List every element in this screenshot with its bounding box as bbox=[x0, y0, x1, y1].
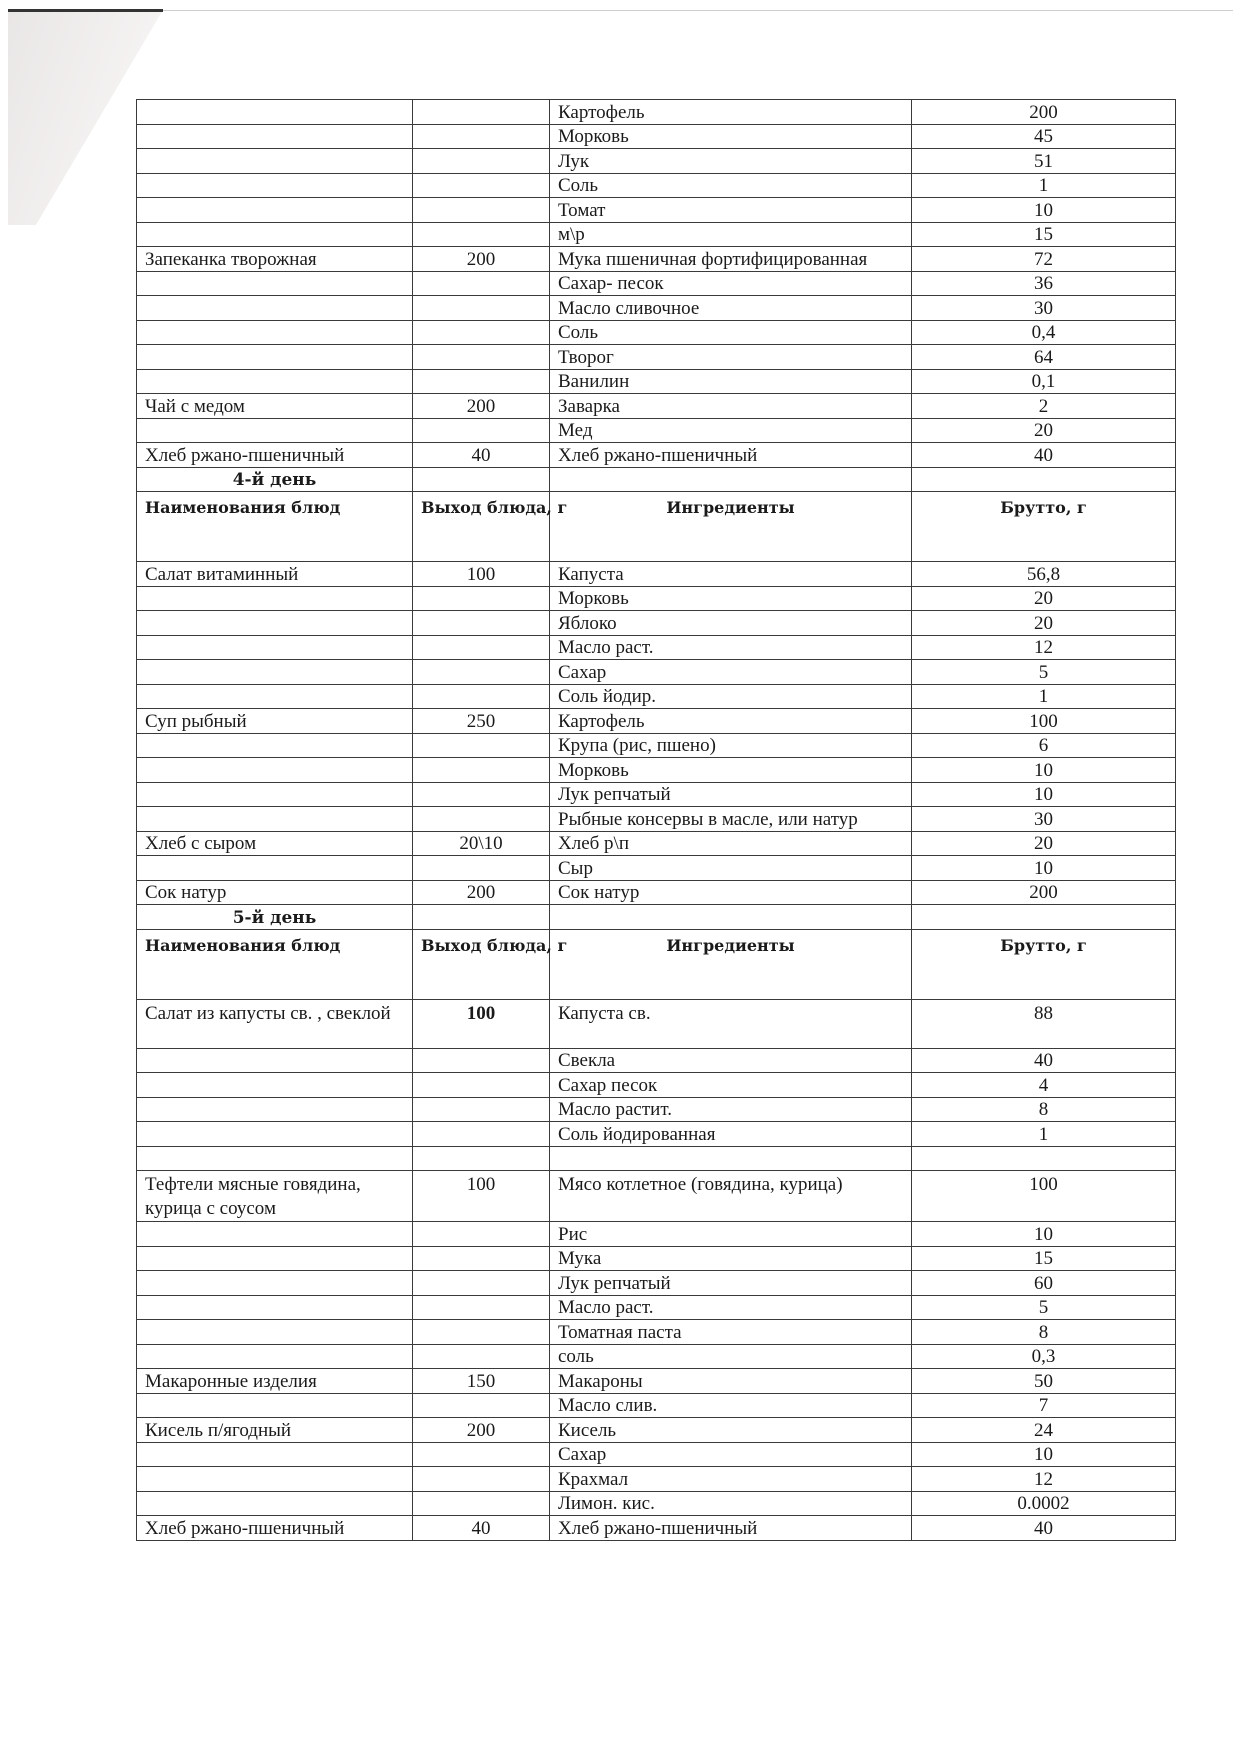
ingredient-cell: Соль йодир. bbox=[550, 684, 912, 709]
dish-yield-cell bbox=[413, 149, 550, 174]
ingredient-cell: Макароны bbox=[550, 1369, 912, 1394]
header-dish: Наименования блюд bbox=[137, 929, 413, 999]
ingredient-cell: Картофель bbox=[550, 709, 912, 734]
dish-name-cell bbox=[137, 1393, 413, 1418]
table-row bbox=[137, 296, 1176, 321]
gross-weight-cell: 51 bbox=[912, 149, 1176, 174]
day-title: 4-й день bbox=[137, 467, 413, 492]
dish-name-cell bbox=[137, 782, 413, 807]
dish-name-cell bbox=[137, 1491, 413, 1516]
empty-cell bbox=[912, 467, 1176, 492]
ingredient-cell: Хлеб р\п bbox=[550, 831, 912, 856]
gross-weight-cell: 30 bbox=[912, 807, 1176, 832]
day-heading-row bbox=[137, 467, 1176, 492]
dish-name-cell: Макаронные изделия bbox=[137, 1369, 413, 1394]
ingredient-cell: Соль йодированная bbox=[550, 1122, 912, 1147]
table-row bbox=[137, 1344, 1176, 1369]
dish-yield-cell: 200 bbox=[413, 247, 550, 272]
table-row bbox=[137, 345, 1176, 370]
gross-weight-cell: 1 bbox=[912, 1122, 1176, 1147]
table-row bbox=[137, 1418, 1176, 1443]
dish-yield-cell bbox=[413, 173, 550, 198]
table-row bbox=[137, 198, 1176, 223]
dish-name-cell: Суп рыбный bbox=[137, 709, 413, 734]
gross-weight-cell: 20 bbox=[912, 831, 1176, 856]
table-row bbox=[137, 733, 1176, 758]
ingredient-cell: Крахмал bbox=[550, 1467, 912, 1492]
table-row bbox=[137, 999, 1176, 1048]
ingredient-cell: Лук bbox=[550, 149, 912, 174]
dish-yield-cell bbox=[413, 1344, 550, 1369]
dish-name-cell bbox=[137, 1122, 413, 1147]
day-heading-row bbox=[137, 905, 1176, 930]
ingredient-cell bbox=[550, 1146, 912, 1171]
column-header-row bbox=[137, 929, 1176, 999]
gross-weight-cell: 0,3 bbox=[912, 1344, 1176, 1369]
gross-weight-cell: 8 bbox=[912, 1320, 1176, 1345]
dish-name-cell bbox=[137, 296, 413, 321]
gross-weight-cell: 100 bbox=[912, 709, 1176, 734]
dish-yield-cell: 200 bbox=[413, 880, 550, 905]
table-row bbox=[137, 247, 1176, 272]
ingredient-cell: м\р bbox=[550, 222, 912, 247]
dish-yield-cell bbox=[413, 1467, 550, 1492]
header-gross: Брутто, г bbox=[912, 492, 1176, 562]
table-row bbox=[137, 394, 1176, 419]
dish-name-cell: Салат витаминный bbox=[137, 562, 413, 587]
dish-name-cell bbox=[137, 1146, 413, 1171]
dish-name-cell bbox=[137, 856, 413, 881]
ingredient-cell: Лук репчатый bbox=[550, 782, 912, 807]
gross-weight-cell: 88 bbox=[912, 999, 1176, 1048]
table-row bbox=[137, 271, 1176, 296]
ingredient-cell: Хлеб ржано-пшеничный bbox=[550, 443, 912, 468]
dish-name-cell: Сок натур bbox=[137, 880, 413, 905]
ingredient-cell: Морковь bbox=[550, 124, 912, 149]
table-row bbox=[137, 758, 1176, 783]
dish-yield-cell bbox=[413, 733, 550, 758]
ingredient-cell: Хлеб ржано-пшеничный bbox=[550, 1516, 912, 1541]
table-row bbox=[137, 124, 1176, 149]
dish-yield-cell bbox=[413, 1246, 550, 1271]
header-gross: Брутто, г bbox=[912, 929, 1176, 999]
dish-name-cell bbox=[137, 1246, 413, 1271]
ingredient-cell: Мясо котлетное (говядина, курица) bbox=[550, 1171, 912, 1222]
dish-name-cell bbox=[137, 1320, 413, 1345]
ingredient-cell: Мед bbox=[550, 418, 912, 443]
ingredient-cell: Рыбные консервы в масле, или натур bbox=[550, 807, 912, 832]
dish-name-cell bbox=[137, 271, 413, 296]
dish-name-cell bbox=[137, 345, 413, 370]
dish-name-cell bbox=[137, 198, 413, 223]
empty-cell bbox=[912, 905, 1176, 930]
gross-weight-cell: 10 bbox=[912, 1222, 1176, 1247]
dish-yield-cell bbox=[413, 100, 550, 125]
ingredient-cell: Сахар bbox=[550, 1442, 912, 1467]
dish-name-cell bbox=[137, 733, 413, 758]
gross-weight-cell: 36 bbox=[912, 271, 1176, 296]
dish-yield-cell bbox=[413, 345, 550, 370]
header-dish: Наименования блюд bbox=[137, 492, 413, 562]
dish-yield-cell bbox=[413, 586, 550, 611]
ingredient-cell: Томат bbox=[550, 198, 912, 223]
ingredient-cell: Соль bbox=[550, 173, 912, 198]
ingredient-cell: Сахар- песок bbox=[550, 271, 912, 296]
dish-name-cell bbox=[137, 611, 413, 636]
dish-yield-cell bbox=[413, 222, 550, 247]
dish-yield-cell bbox=[413, 611, 550, 636]
dish-name-cell bbox=[137, 149, 413, 174]
gross-weight-cell: 1 bbox=[912, 173, 1176, 198]
header-yield: Выход блюда, г bbox=[413, 492, 550, 562]
dish-yield-cell bbox=[413, 124, 550, 149]
empty-cell bbox=[550, 905, 912, 930]
gross-weight-cell: 10 bbox=[912, 1442, 1176, 1467]
ingredient-cell: Сахар песок bbox=[550, 1073, 912, 1098]
dish-name-cell bbox=[137, 1467, 413, 1492]
ingredient-cell: Кисель bbox=[550, 1418, 912, 1443]
table-row bbox=[137, 320, 1176, 345]
gross-weight-cell: 10 bbox=[912, 782, 1176, 807]
dish-yield-cell bbox=[413, 1146, 550, 1171]
dish-yield-cell bbox=[413, 807, 550, 832]
dish-name-cell bbox=[137, 660, 413, 685]
gross-weight-cell: 5 bbox=[912, 1295, 1176, 1320]
dish-name-cell: Чай с медом bbox=[137, 394, 413, 419]
table-row bbox=[137, 418, 1176, 443]
ingredient-cell: Творог bbox=[550, 345, 912, 370]
ingredient-cell: Масло растит. bbox=[550, 1097, 912, 1122]
dish-yield-cell: 100 bbox=[413, 999, 550, 1048]
table-row bbox=[137, 562, 1176, 587]
gross-weight-cell: 0,1 bbox=[912, 369, 1176, 394]
ingredient-cell: Мука bbox=[550, 1246, 912, 1271]
ingredient-cell: Сахар bbox=[550, 660, 912, 685]
table-row bbox=[137, 1073, 1176, 1098]
dish-name-cell bbox=[137, 1295, 413, 1320]
header-ingredients: Ингредиенты bbox=[550, 929, 912, 999]
dish-name-cell bbox=[137, 586, 413, 611]
table-row bbox=[137, 1295, 1176, 1320]
ingredient-cell: Рис bbox=[550, 1222, 912, 1247]
gross-weight-cell: 50 bbox=[912, 1369, 1176, 1394]
table-row bbox=[137, 1393, 1176, 1418]
gross-weight-cell: 8 bbox=[912, 1097, 1176, 1122]
dish-name-cell: Запеканка творожная bbox=[137, 247, 413, 272]
empty-cell bbox=[413, 467, 550, 492]
header-yield: Выход блюда, г bbox=[413, 929, 550, 999]
table-row bbox=[137, 173, 1176, 198]
table-row bbox=[137, 1467, 1176, 1492]
empty-cell bbox=[550, 467, 912, 492]
ingredient-cell: Морковь bbox=[550, 758, 912, 783]
gross-weight-cell: 2 bbox=[912, 394, 1176, 419]
dish-name-cell bbox=[137, 1442, 413, 1467]
gross-weight-cell: 60 bbox=[912, 1271, 1176, 1296]
dish-name-cell bbox=[137, 1073, 413, 1098]
ingredient-cell: Масло раст. bbox=[550, 1295, 912, 1320]
dish-yield-cell bbox=[413, 320, 550, 345]
dish-yield-cell bbox=[413, 1222, 550, 1247]
dish-name-cell bbox=[137, 1048, 413, 1073]
dish-name-cell bbox=[137, 369, 413, 394]
gross-weight-cell bbox=[912, 1146, 1176, 1171]
gross-weight-cell: 6 bbox=[912, 733, 1176, 758]
gross-weight-cell: 24 bbox=[912, 1418, 1176, 1443]
dish-name-cell: Тефтели мясные говядина, курица с соусом bbox=[137, 1171, 413, 1222]
dish-yield-cell: 40 bbox=[413, 1516, 550, 1541]
table-row bbox=[137, 586, 1176, 611]
table-row bbox=[137, 1097, 1176, 1122]
gross-weight-cell: 40 bbox=[912, 1048, 1176, 1073]
ingredient-cell: Томатная паста bbox=[550, 1320, 912, 1345]
dish-yield-cell bbox=[413, 369, 550, 394]
gross-weight-cell: 0,4 bbox=[912, 320, 1176, 345]
table-row bbox=[137, 222, 1176, 247]
dish-yield-cell: 250 bbox=[413, 709, 550, 734]
table-row bbox=[137, 1146, 1176, 1171]
gross-weight-cell: 12 bbox=[912, 1467, 1176, 1492]
dish-yield-cell: 100 bbox=[413, 1171, 550, 1222]
dish-name-cell: Хлеб с сыром bbox=[137, 831, 413, 856]
ingredient-cell: Соль bbox=[550, 320, 912, 345]
gross-weight-cell: 15 bbox=[912, 1246, 1176, 1271]
gross-weight-cell: 40 bbox=[912, 1516, 1176, 1541]
dish-yield-cell bbox=[413, 1295, 550, 1320]
dish-name-cell bbox=[137, 100, 413, 125]
ingredient-cell: Морковь bbox=[550, 586, 912, 611]
gross-weight-cell: 20 bbox=[912, 586, 1176, 611]
table-row bbox=[137, 709, 1176, 734]
gross-weight-cell: 30 bbox=[912, 296, 1176, 321]
scan-page-edge bbox=[163, 10, 1233, 11]
gross-weight-cell: 20 bbox=[912, 418, 1176, 443]
table-row bbox=[137, 1122, 1176, 1147]
table-row bbox=[137, 443, 1176, 468]
ingredient-cell: Лимон. кис. bbox=[550, 1491, 912, 1516]
dish-name-cell: Кисель п/ягодный bbox=[137, 1418, 413, 1443]
dish-yield-cell bbox=[413, 198, 550, 223]
dish-name-cell: Хлеб ржано-пшеничный bbox=[137, 1516, 413, 1541]
ingredient-cell: Картофель bbox=[550, 100, 912, 125]
dish-yield-cell bbox=[413, 418, 550, 443]
table-row bbox=[137, 1320, 1176, 1345]
dish-yield-cell: 100 bbox=[413, 562, 550, 587]
gross-weight-cell: 200 bbox=[912, 100, 1176, 125]
ingredient-cell: Масло слив. bbox=[550, 1393, 912, 1418]
ingredient-cell: Яблоко bbox=[550, 611, 912, 636]
dish-yield-cell bbox=[413, 1097, 550, 1122]
dish-yield-cell bbox=[413, 1393, 550, 1418]
dish-yield-cell bbox=[413, 1122, 550, 1147]
ingredient-cell: Крупа (рис, пшено) bbox=[550, 733, 912, 758]
dish-name-cell bbox=[137, 684, 413, 709]
dish-yield-cell bbox=[413, 1320, 550, 1345]
menu-ingredients-table bbox=[136, 99, 1176, 1541]
dish-name-cell bbox=[137, 807, 413, 832]
dish-yield-cell: 200 bbox=[413, 394, 550, 419]
table-row bbox=[137, 856, 1176, 881]
day-title: 5-й день bbox=[137, 905, 413, 930]
gross-weight-cell: 12 bbox=[912, 635, 1176, 660]
gross-weight-cell: 4 bbox=[912, 1073, 1176, 1098]
dish-yield-cell bbox=[413, 296, 550, 321]
table-row bbox=[137, 1048, 1176, 1073]
dish-name-cell bbox=[137, 173, 413, 198]
ingredient-cell: Мука пшеничная фортифицированная bbox=[550, 247, 912, 272]
ingredient-cell: Масло раст. bbox=[550, 635, 912, 660]
table-row bbox=[137, 1222, 1176, 1247]
dish-yield-cell bbox=[413, 684, 550, 709]
ingredient-cell: Заварка bbox=[550, 394, 912, 419]
gross-weight-cell: 40 bbox=[912, 443, 1176, 468]
gross-weight-cell: 0.0002 bbox=[912, 1491, 1176, 1516]
gross-weight-cell: 15 bbox=[912, 222, 1176, 247]
dish-yield-cell bbox=[413, 1271, 550, 1296]
ingredient-cell: Лук репчатый bbox=[550, 1271, 912, 1296]
gross-weight-cell: 7 bbox=[912, 1393, 1176, 1418]
ingredient-cell: Капуста св. bbox=[550, 999, 912, 1048]
gross-weight-cell: 200 bbox=[912, 880, 1176, 905]
dish-yield-cell: 20\10 bbox=[413, 831, 550, 856]
table-row bbox=[137, 1271, 1176, 1296]
empty-cell bbox=[413, 905, 550, 930]
dish-yield-cell bbox=[413, 1442, 550, 1467]
table-row bbox=[137, 149, 1176, 174]
table-row bbox=[137, 880, 1176, 905]
table-row bbox=[137, 1171, 1176, 1222]
dish-name-cell bbox=[137, 124, 413, 149]
dish-yield-cell bbox=[413, 271, 550, 296]
table-row bbox=[137, 684, 1176, 709]
gross-weight-cell: 100 bbox=[912, 1171, 1176, 1222]
dish-name-cell bbox=[137, 418, 413, 443]
dish-yield-cell bbox=[413, 1491, 550, 1516]
gross-weight-cell: 20 bbox=[912, 611, 1176, 636]
dish-name-cell bbox=[137, 758, 413, 783]
menu-table-body bbox=[137, 100, 1176, 1541]
table-row bbox=[137, 100, 1176, 125]
table-row bbox=[137, 635, 1176, 660]
dish-name-cell: Хлеб ржано-пшеничный bbox=[137, 443, 413, 468]
dish-yield-cell bbox=[413, 660, 550, 685]
gross-weight-cell: 45 bbox=[912, 124, 1176, 149]
dish-name-cell bbox=[137, 1271, 413, 1296]
dish-name-cell bbox=[137, 1344, 413, 1369]
table-row bbox=[137, 807, 1176, 832]
gross-weight-cell: 5 bbox=[912, 660, 1176, 685]
dish-name-cell: Салат из капусты св. , свеклой bbox=[137, 999, 413, 1048]
dish-yield-cell: 40 bbox=[413, 443, 550, 468]
ingredient-cell: Капуста bbox=[550, 562, 912, 587]
gross-weight-cell: 1 bbox=[912, 684, 1176, 709]
table-row bbox=[137, 782, 1176, 807]
ingredient-cell: Сыр bbox=[550, 856, 912, 881]
gross-weight-cell: 10 bbox=[912, 856, 1176, 881]
dish-yield-cell: 200 bbox=[413, 1418, 550, 1443]
gross-weight-cell: 10 bbox=[912, 198, 1176, 223]
dish-name-cell bbox=[137, 1222, 413, 1247]
table-row bbox=[137, 1491, 1176, 1516]
dish-yield-cell: 150 bbox=[413, 1369, 550, 1394]
ingredient-cell: Свекла bbox=[550, 1048, 912, 1073]
gross-weight-cell: 64 bbox=[912, 345, 1176, 370]
dish-yield-cell bbox=[413, 856, 550, 881]
ingredient-cell: Ванилин bbox=[550, 369, 912, 394]
gross-weight-cell: 10 bbox=[912, 758, 1176, 783]
table-row bbox=[137, 660, 1176, 685]
scan-edge-shadow bbox=[8, 9, 163, 12]
dish-name-cell bbox=[137, 1097, 413, 1122]
table-row bbox=[137, 611, 1176, 636]
gross-weight-cell: 56,8 bbox=[912, 562, 1176, 587]
dish-yield-cell bbox=[413, 758, 550, 783]
ingredient-cell: Масло сливочное bbox=[550, 296, 912, 321]
dish-yield-cell bbox=[413, 1048, 550, 1073]
header-ingredients: Ингредиенты bbox=[550, 492, 912, 562]
dish-name-cell bbox=[137, 320, 413, 345]
ingredient-cell: Сок натур bbox=[550, 880, 912, 905]
table-row bbox=[137, 1442, 1176, 1467]
dish-name-cell bbox=[137, 635, 413, 660]
table-row bbox=[137, 1246, 1176, 1271]
table-row bbox=[137, 369, 1176, 394]
dish-name-cell bbox=[137, 222, 413, 247]
table-row bbox=[137, 1516, 1176, 1541]
column-header-row bbox=[137, 492, 1176, 562]
ingredient-cell: соль bbox=[550, 1344, 912, 1369]
table-row bbox=[137, 831, 1176, 856]
dish-yield-cell bbox=[413, 1073, 550, 1098]
gross-weight-cell: 72 bbox=[912, 247, 1176, 272]
table-row bbox=[137, 1369, 1176, 1394]
dish-yield-cell bbox=[413, 635, 550, 660]
dish-yield-cell bbox=[413, 782, 550, 807]
